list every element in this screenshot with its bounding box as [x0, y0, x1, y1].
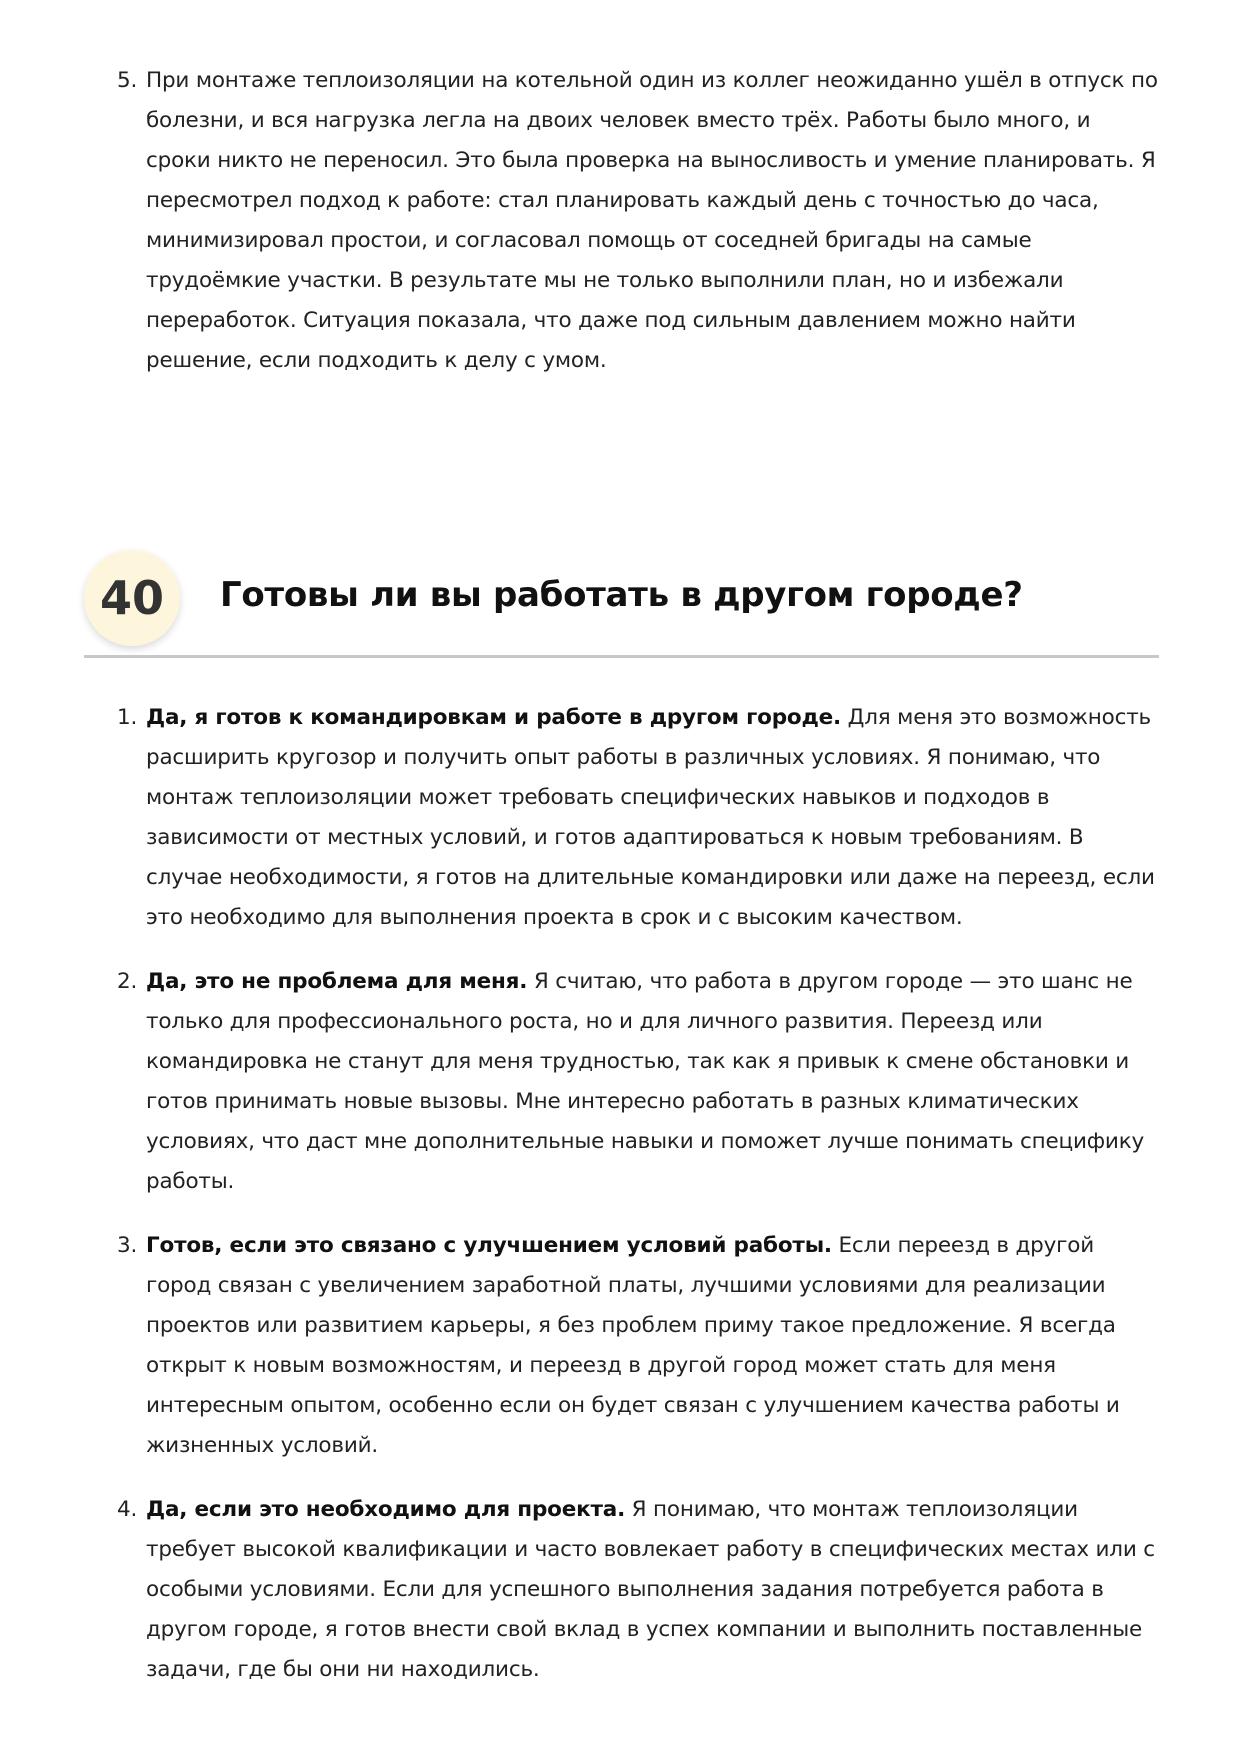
section-header: [84, 550, 1159, 660]
list-item: [110, 962, 1160, 1202]
list-item: [110, 61, 1160, 381]
answer-text: Для меня это возможность расширить кругозор и получить опыт работы в различных условиях. Я понимаю, что монтаж теплоизоляции может требовать специфических навыков и подходов в зависимости от местных условий, и готов адаптироваться к новым требованиям. В случае необходимости, я готов на длительные командировки или даже на переезд, если это необходимо для выполнения проекта в срок и с высоким качеством.: [146, 705, 1155, 930]
list-item: [110, 698, 1160, 938]
list-item-number: 3.: [117, 1233, 138, 1258]
answer-lead: Да, это не проблема для меня.: [146, 969, 528, 994]
answer-lead: Да, я готов к командировкам и работе в другом городе.: [146, 705, 842, 730]
answer-lead: Да, если это необходимо для проекта.: [146, 1497, 626, 1522]
list-item-number: 5.: [117, 68, 138, 93]
question-title: Готовы ли вы работать в другом городе?: [220, 575, 1023, 615]
list-item-text: При монтаже теплоизоляции на котельной один из коллег неожиданно ушёл в отпуск по болезни, и вся нагрузка легла на двоих человек вместо трёх. Работы было много, и сроки никто не переносил. Это была проверка на выносливость и умение планировать. Я пересмотрел подход к работе: стал планировать каждый день с точностью до часа, минимизировал простои, и согласовал помощь от соседней бригады на самые трудоёмкие участки. В результате мы не только выполнили план, но и избежали переработок. Ситуация показала, что даже под сильным давлением можно найти решение, если подходить к делу с умом.: [146, 68, 1158, 373]
answer-text: Я понимаю, что монтаж теплоизоляции требует высокой квалификации и часто вовлекает работу в специфических местах или с особыми условиями. Если для успешного выполнения задания потребуется работа в другом городе, я готов внести свой вклад в успех компании и выполнить поставленные задачи, где бы они ни находились.: [146, 1497, 1155, 1682]
previous-answer-list: [110, 61, 1160, 381]
list-item: [110, 1490, 1160, 1690]
section-divider: [84, 655, 1159, 658]
answer-lead: Готов, если это связано с улучшением условий работы.: [146, 1233, 832, 1258]
list-item-number: 2.: [117, 969, 138, 994]
question-number-badge: 40: [84, 550, 180, 646]
answer-text: Если переезд в другой город связан с увеличением заработной платы, лучшими условиями для реализации проектов или развитием карьеры, я без проблем приму такое предложение. Я всегда открыт к новым возможностям, и переезд в другой город может стать для меня интересным опытом, особенно если он будет связан с улучшением качества работы и жизненных условий.: [146, 1233, 1120, 1458]
answer-text: Я считаю, что работа в другом городе — это шанс не только для профессионального роста, но и для личного развития. Переезд или командировка не станут для меня трудностью, так как я привык к смене обстановки и готов принимать новые вызовы. Мне интересно работать в разных климатических условиях, что даст мне дополнительные навыки и поможет лучше понимать специфику работы.: [146, 969, 1145, 1194]
list-item-number: 4.: [117, 1497, 138, 1522]
list-item-number: 1.: [117, 705, 138, 730]
list-item: [110, 1226, 1160, 1466]
answer-list: [110, 698, 1160, 1714]
